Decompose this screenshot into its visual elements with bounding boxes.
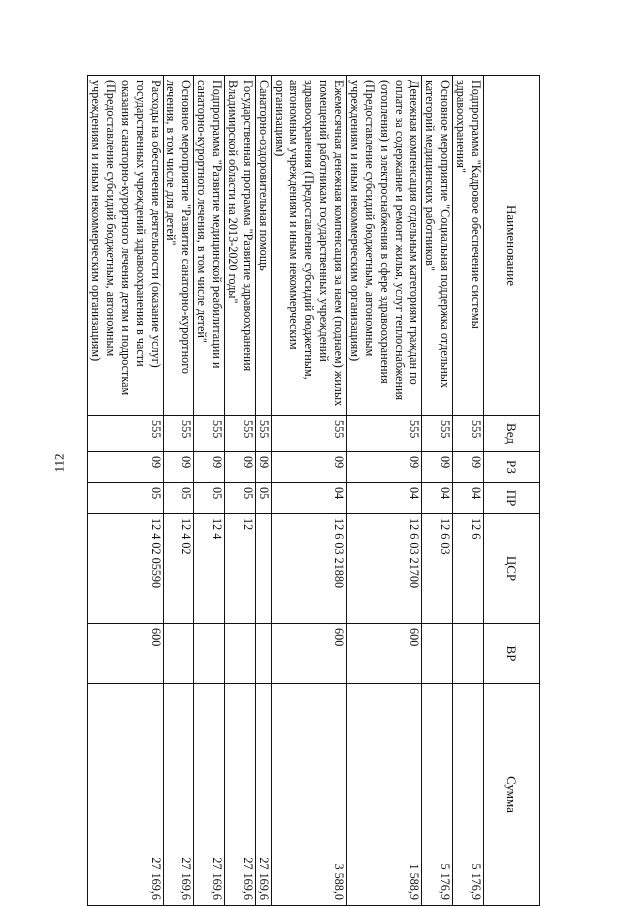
table-header-row: [484, 76, 540, 906]
cell-pr: 05: [225, 483, 256, 514]
cell-sum: 5 176,9: [453, 684, 484, 906]
cell-sum: 27 169,6: [255, 684, 271, 906]
header-sum: Сумма: [484, 684, 540, 906]
table-row: [225, 76, 256, 906]
cell-csr: 12 4 02: [163, 514, 194, 624]
cell-name: Основное мероприятие "Развитие санаторно-курортного лечения, в том числе для детей": [163, 76, 194, 416]
cell-ved: 555: [347, 416, 422, 452]
page-number: 112: [51, 453, 67, 473]
table-row: [88, 76, 163, 906]
cell-pr: 04: [347, 483, 422, 514]
cell-csr: 12 6 03 21880: [271, 514, 346, 624]
cell-vr: 600: [88, 624, 163, 684]
cell-vr: [163, 624, 194, 684]
cell-vr: [194, 624, 225, 684]
cell-name: Подпрограмма "Кадровое обеспечение системы здравоохранения": [453, 76, 484, 416]
cell-vr: [453, 624, 484, 684]
cell-name: Денежная компенсация отдельным категориям граждан по оплате за содержание и ремонт жилья, услуг теплоснабжения (отопления) и электроснабжения в сфере здравоохранения (Предоставление субсидий бюджетным, автономным учреждениям и иным некоммерческим организациям): [347, 76, 422, 416]
cell-ved: 555: [163, 416, 194, 452]
cell-name: Подпрограмма "Развитие медицинской реабилитации и санаторно-курортного лечения, в том числе детей": [194, 76, 225, 416]
table-row: [347, 76, 422, 906]
header-csr: ЦСР: [484, 514, 540, 624]
cell-csr: 12 6 03: [422, 514, 453, 624]
table-row: [255, 76, 271, 906]
cell-csr: 12 6: [453, 514, 484, 624]
cell-ved: 555: [453, 416, 484, 452]
cell-name: Государственная программа "Развитие здравоохранения Владимирской области на 2013-2020 годы": [225, 76, 256, 416]
cell-ved: 555: [422, 416, 453, 452]
cell-csr: 12 6 03 21700: [347, 514, 422, 624]
cell-sum: 27 169,6: [225, 684, 256, 906]
cell-csr: [255, 514, 271, 624]
cell-ved: 555: [225, 416, 256, 452]
table-row: [163, 76, 194, 906]
header-ved: Вед: [484, 416, 540, 452]
table-row: [271, 76, 346, 906]
cell-pr: 05: [88, 483, 163, 514]
header-pr: ПР: [484, 483, 540, 514]
cell-ved: 555: [271, 416, 346, 452]
table-row: [194, 76, 225, 906]
cell-rz: 09: [88, 452, 163, 483]
cell-sum: 27 169,6: [194, 684, 225, 906]
cell-name: Санаторно-оздоровительная помощь: [255, 76, 271, 416]
cell-sum: 27 169,6: [88, 684, 163, 906]
cell-csr: 12 4 02 05590: [88, 514, 163, 624]
cell-pr: 04: [271, 483, 346, 514]
cell-vr: [255, 624, 271, 684]
rotated-page-content: [89, 75, 540, 905]
cell-rz: 09: [194, 452, 225, 483]
cell-rz: 09: [271, 452, 346, 483]
cell-pr: 05: [163, 483, 194, 514]
cell-ved: 555: [194, 416, 225, 452]
cell-vr: [422, 624, 453, 684]
table-row: [422, 76, 453, 906]
cell-sum: 3 588,0: [271, 684, 346, 906]
cell-sum: 1 588,9: [347, 684, 422, 906]
cell-name: Расходы на обеспечение деятельности (оказание услуг) государственных учреждений здравоохранения в части оказания санаторно-курортного лечения детям и подросткам (Предоставление субсидий бюджетным, автономным учреждениям и иным некоммерческим организациям): [88, 76, 163, 416]
cell-rz: 09: [453, 452, 484, 483]
header-name: Наименование: [484, 76, 540, 416]
cell-sum: 27 169,6: [163, 684, 194, 906]
cell-pr: 05: [194, 483, 225, 514]
budget-table: [87, 75, 540, 906]
cell-name: Основное мероприятие "Социальная поддержка отдельных категорий медицинских работников": [422, 76, 453, 416]
cell-rz: 09: [347, 452, 422, 483]
cell-rz: 09: [225, 452, 256, 483]
cell-ved: 555: [255, 416, 271, 452]
cell-name: Ежемесячная денежная компенсация за наем (поднаем) жилых помещений работникам государственных учреждений здравоохранения (Предоставление субсидий бюджетным, автономным учреждениям и иным некоммерческим организациям): [271, 76, 346, 416]
header-vr: ВР: [484, 624, 540, 684]
table-row: [453, 76, 484, 906]
cell-pr: 04: [422, 483, 453, 514]
cell-rz: 09: [255, 452, 271, 483]
cell-rz: 09: [163, 452, 194, 483]
cell-sum: 5 176,9: [422, 684, 453, 906]
cell-rz: 09: [422, 452, 453, 483]
cell-ved: 555: [88, 416, 163, 452]
cell-csr: 12: [225, 514, 256, 624]
cell-vr: 600: [347, 624, 422, 684]
cell-csr: 12 4: [194, 514, 225, 624]
header-rz: РЗ: [484, 452, 540, 483]
cell-vr: 600: [271, 624, 346, 684]
cell-pr: 04: [453, 483, 484, 514]
cell-vr: [225, 624, 256, 684]
cell-pr: 05: [255, 483, 271, 514]
